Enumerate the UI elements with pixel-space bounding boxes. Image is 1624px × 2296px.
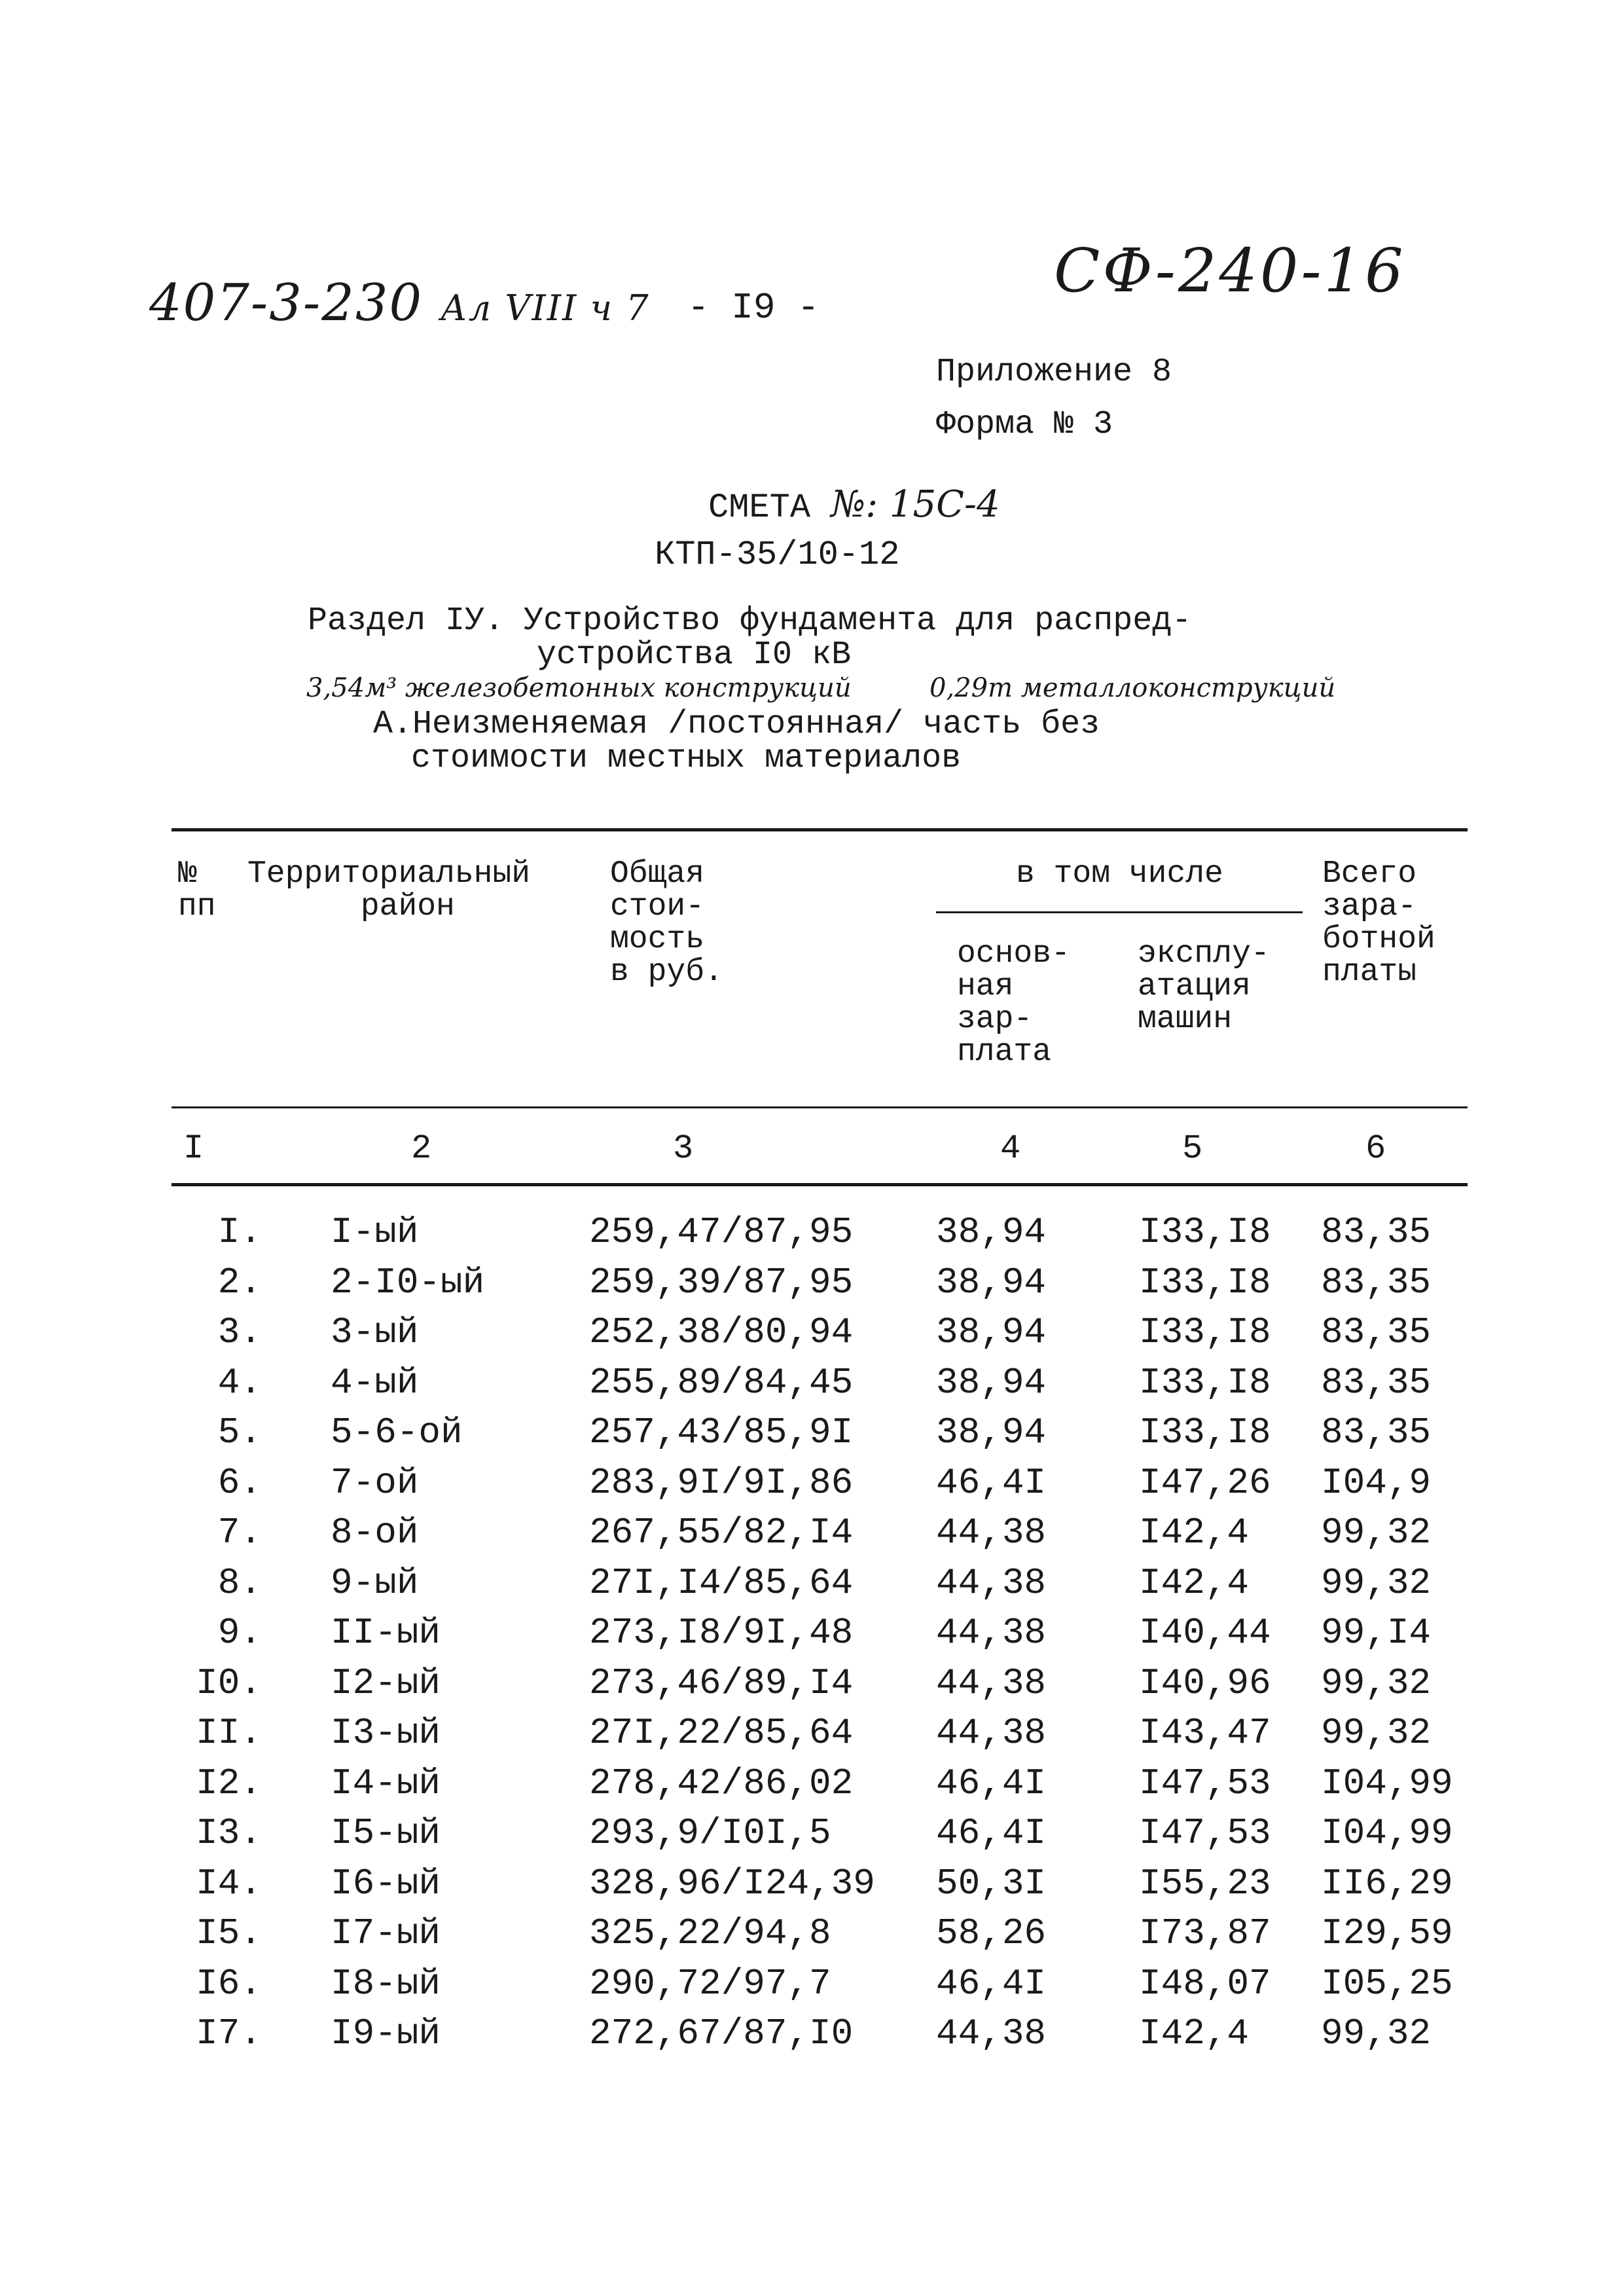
header-including-group: в том числе: [1016, 856, 1223, 892]
total-cost-cell: 290,72/97,7: [589, 1962, 831, 2005]
total-cost-cell: 257,43/85,9I: [589, 1412, 854, 1453]
region-cell: I8-ый: [331, 1962, 441, 2005]
base-wage-cell: 38,94: [936, 1361, 1047, 1404]
header-territorial-region: Территориальный район: [247, 856, 531, 924]
header-bottom-rule: [171, 1106, 1468, 1108]
total-cost-cell: 252,38/80,94: [589, 1311, 854, 1353]
machine-operation-cell: I42,4: [1139, 1512, 1250, 1554]
section-heading-line2: устройства I0 кВ: [537, 636, 852, 674]
handwritten-note-metal: 0,29т металлоконструкций: [929, 673, 1336, 703]
column-number: 3: [673, 1129, 694, 1168]
total-cost-cell: 293,9/I0I,5: [589, 1812, 831, 1854]
region-cell: I7-ый: [331, 1912, 441, 1954]
total-cost-cell: 259,47/87,95: [589, 1211, 854, 1253]
row-number-cell: 3.: [217, 1311, 262, 1353]
total-cost-cell: 27I,I4/85,64: [589, 1561, 854, 1604]
total-cost-cell: 328,96/I24,39: [589, 1862, 875, 1904]
column-number: 6: [1365, 1129, 1386, 1168]
row-number-cell: 6.: [217, 1461, 262, 1504]
base-wage-cell: 44,38: [936, 1612, 1047, 1654]
base-wage-cell: 46,4I: [936, 1762, 1047, 1804]
total-wages-cell: 99,32: [1321, 1561, 1432, 1604]
column-numbers-rule: [171, 1183, 1468, 1186]
total-wages-cell: 99,32: [1321, 1662, 1432, 1704]
region-cell: I-ый: [331, 1211, 419, 1253]
base-wage-cell: 38,94: [936, 1211, 1047, 1253]
row-number-cell: II.: [196, 1712, 262, 1754]
row-number-cell: 8.: [217, 1561, 262, 1604]
machine-operation-cell: I47,53: [1139, 1812, 1271, 1854]
appendix-label: Приложение 8: [936, 354, 1172, 391]
base-wage-cell: 38,94: [936, 1412, 1047, 1453]
document-code-suffix: Ал VIII ч 7: [440, 287, 650, 329]
base-wage-cell: 50,3I: [936, 1862, 1047, 1904]
total-wages-cell: I04,9: [1321, 1461, 1432, 1504]
total-wages-cell: 99,I4: [1321, 1612, 1432, 1654]
machine-operation-cell: I33,I8: [1139, 1261, 1271, 1303]
machine-operation-cell: I55,23: [1139, 1862, 1271, 1904]
header-total-wages: Всего зара- ботной платы: [1322, 856, 1435, 990]
total-wages-cell: 99,32: [1321, 1512, 1432, 1554]
base-wage-cell: 58,26: [936, 1912, 1047, 1954]
column-number: I: [183, 1129, 204, 1168]
total-cost-cell: 283,9I/9I,86: [589, 1461, 854, 1504]
row-number-cell: I2.: [196, 1762, 262, 1804]
region-cell: I4-ый: [331, 1762, 441, 1804]
base-wage-cell: 38,94: [936, 1311, 1047, 1353]
total-cost-cell: 272,67/87,I0: [589, 2013, 854, 2054]
machine-operation-cell: I42,4: [1139, 1561, 1250, 1604]
part-heading-line1: А.Неизменяемая /постоянная/ часть без: [373, 706, 1100, 743]
region-cell: 7-ой: [331, 1461, 419, 1504]
machine-operation-cell: I73,87: [1139, 1912, 1271, 1954]
total-cost-cell: 278,42/86,02: [589, 1762, 854, 1804]
total-wages-cell: I05,25: [1321, 1962, 1453, 2005]
base-wage-cell: 46,4I: [936, 1812, 1047, 1854]
machine-operation-cell: I33,I8: [1139, 1211, 1271, 1253]
column-number: 5: [1182, 1129, 1203, 1168]
row-number-cell: 2.: [217, 1261, 262, 1303]
total-cost-cell: 255,89/84,45: [589, 1361, 854, 1404]
machine-operation-cell: I42,4: [1139, 2013, 1250, 2054]
machine-operation-cell: I33,I8: [1139, 1361, 1271, 1404]
row-number-cell: I7.: [196, 2013, 262, 2054]
total-wages-cell: 99,32: [1321, 2013, 1432, 2054]
estimate-number: №: 15С-4: [831, 483, 1000, 526]
row-number-cell: 9.: [217, 1612, 262, 1654]
row-number-cell: I.: [217, 1211, 262, 1253]
page-number: - I9 -: [687, 287, 820, 329]
region-cell: 5-6-ой: [331, 1412, 463, 1453]
region-cell: I6-ый: [331, 1862, 441, 1904]
base-wage-cell: 46,4I: [936, 1962, 1047, 2005]
total-cost-cell: 273,46/89,I4: [589, 1662, 854, 1704]
form-label: Форма № 3: [936, 406, 1113, 443]
region-cell: 2-I0-ый: [331, 1261, 485, 1303]
total-cost-cell: 325,22/94,8: [589, 1912, 831, 1954]
header-total-cost: Общая стои- мость в руб.: [610, 856, 723, 990]
region-cell: I5-ый: [331, 1812, 441, 1854]
machine-operation-cell: I43,47: [1139, 1712, 1271, 1754]
total-cost-cell: 267,55/82,I4: [589, 1512, 854, 1554]
estimate-title: [708, 483, 1000, 527]
machine-operation-cell: I48,07: [1139, 1962, 1271, 2005]
base-wage-cell: 44,38: [936, 1712, 1047, 1754]
total-wages-cell: I04,99: [1321, 1762, 1453, 1804]
total-wages-cell: 83,35: [1321, 1261, 1432, 1303]
total-cost-cell: 27I,22/85,64: [589, 1712, 854, 1754]
base-wage-cell: 44,38: [936, 1561, 1047, 1604]
region-cell: 4-ый: [331, 1361, 419, 1404]
region-cell: 8-ой: [331, 1512, 419, 1554]
table-top-rule: [171, 828, 1468, 831]
row-number-cell: 4.: [217, 1361, 262, 1404]
row-number-cell: 7.: [217, 1512, 262, 1554]
machine-operation-cell: I33,I8: [1139, 1311, 1271, 1353]
total-cost-cell: 259,39/87,95: [589, 1261, 854, 1303]
base-wage-cell: 44,38: [936, 2013, 1047, 2054]
row-number-cell: I3.: [196, 1812, 262, 1854]
header-row-number: № пп: [178, 856, 216, 924]
region-cell: I3-ый: [331, 1712, 441, 1754]
document-code-main: 407-3-230: [149, 274, 424, 333]
row-number-cell: I5.: [196, 1912, 262, 1954]
region-cell: II-ый: [331, 1612, 441, 1654]
header-base-wage: основ- ная зар- плата: [957, 936, 1070, 1070]
machine-operation-cell: I40,96: [1139, 1662, 1271, 1704]
region-cell: I9-ый: [331, 2013, 441, 2054]
region-cell: I2-ый: [331, 1662, 441, 1704]
row-number-cell: I4.: [196, 1862, 262, 1904]
total-wages-cell: 83,35: [1321, 1211, 1432, 1253]
handwritten-note-concrete: 3,54м³ железобетонных конструкций: [306, 673, 852, 703]
total-wages-cell: I04,99: [1321, 1812, 1453, 1854]
total-wages-cell: I29,59: [1321, 1912, 1453, 1954]
column-number: 4: [1000, 1129, 1021, 1168]
column-number: 2: [411, 1129, 432, 1168]
total-wages-cell: 83,35: [1321, 1311, 1432, 1353]
total-wages-cell: 83,35: [1321, 1412, 1432, 1453]
header-machine-operation: эксплу- атация машин: [1138, 936, 1270, 1037]
row-number-cell: I0.: [196, 1662, 262, 1704]
base-wage-cell: 44,38: [936, 1662, 1047, 1704]
row-number-cell: I6.: [196, 1962, 262, 2005]
region-cell: 3-ый: [331, 1311, 419, 1353]
region-cell: 9-ый: [331, 1561, 419, 1604]
base-wage-cell: 44,38: [936, 1512, 1047, 1554]
total-wages-cell: 99,32: [1321, 1712, 1432, 1754]
estimate-prefix: СМЕТА: [708, 488, 811, 527]
part-heading-line2: стоимости местных материалов: [411, 740, 962, 777]
base-wage-cell: 38,94: [936, 1261, 1047, 1303]
substation-title: КТП-35/10-12: [655, 536, 900, 574]
total-wages-cell: II6,29: [1321, 1862, 1453, 1904]
section-heading-line1: Раздел IУ. Устройство фундамента для распред-: [308, 602, 1192, 640]
document-code: [149, 274, 650, 333]
total-cost-cell: 273,I8/9I,48: [589, 1612, 854, 1654]
machine-operation-cell: I40,44: [1139, 1612, 1271, 1654]
series-code: СФ-240-16: [1054, 236, 1406, 306]
total-wages-cell: 83,35: [1321, 1361, 1432, 1404]
machine-operation-cell: I47,53: [1139, 1762, 1271, 1804]
row-number-cell: 5.: [217, 1412, 262, 1453]
machine-operation-cell: I33,I8: [1139, 1412, 1271, 1453]
machine-operation-cell: I47,26: [1139, 1461, 1271, 1504]
group-header-rule: [936, 911, 1303, 913]
base-wage-cell: 46,4I: [936, 1461, 1047, 1504]
